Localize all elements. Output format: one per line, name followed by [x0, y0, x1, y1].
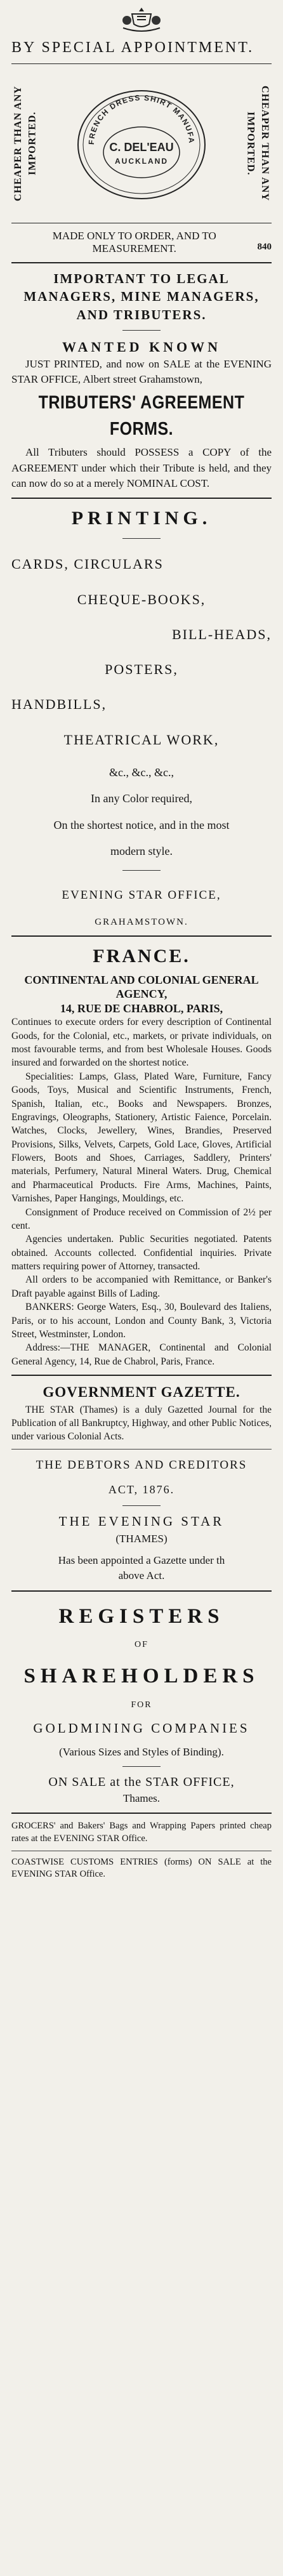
- short-divider: [122, 1505, 161, 1506]
- printing-item: THEATRICAL WORK,: [63, 731, 220, 748]
- debtors-advertisement: [11, 1457, 272, 1584]
- side-text-right: CHEAPER THAN ANY IMPORTED.: [245, 86, 270, 202]
- france-paragraph: Specialities: Lamps, Glass, Plated Ware, Furniture, Fancy Goods, Toys, Musical and Scientific Instruments, French, Spanish, Italian, etc., Books and Newspapers. Bronzes, Engravings, Oleographs, Stationery, Artistic Faience, Porcelain. Watches, Clocks, Jewellery, Wines, Brandies, Preserved Provisions, Silks, Velvets, Carpets, Gold Lace, Gloves, Artificial Flowers, Boots and Shoes, Carriages, Saddlery, Printers' materials, Perfumery, Natural Mineral Waters. Drug, Chemical and Pharmaceutical Products. Fire Arms, Machines, Paints, Varnishes, Paper Hangings, Mouldings, etc.: [11, 1071, 272, 1205]
- agency-name: CONTINENTAL AND COLONIAL GENERAL AGENCY,: [24, 973, 259, 1001]
- debtors-title: THE DEBTORS AND CREDITORS: [36, 1458, 247, 1472]
- for-label: FOR: [131, 1700, 152, 1710]
- legal-managers-heading: IMPORTANT TO LEGAL MANAGERS, MINE MANAGERS, AND TRIBUTERS.: [23, 270, 260, 322]
- divider: [11, 1590, 272, 1592]
- gazette-body: THE STAR (Thames) is a duly Gazetted Journal for the Publication of all Bankruptcy, Highway, and other Public Notices, under various Colonial Acts.: [11, 1404, 272, 1443]
- ad-number: 840: [257, 242, 272, 253]
- side-text-left: CHEAPER THAN ANY IMPORTED.: [13, 86, 38, 202]
- tributers-body: All Tributers should POSSESS a COPY of the AGREEMENT under which their Tribute is held, and they can now do so at a merely NOMINAL COST.: [11, 446, 272, 489]
- divider: [11, 1449, 272, 1450]
- short-divider: [122, 330, 161, 331]
- printing-advertisement: [11, 505, 272, 929]
- agency-address: 14, RUE DE CHABROL, PARIS,: [60, 1001, 223, 1015]
- france-title: FRANCE.: [93, 946, 190, 967]
- grocers-advertisement: [11, 1820, 272, 1845]
- thames-label: (THAMES): [115, 1533, 168, 1545]
- printing-item: BILL-HEADS,: [171, 626, 272, 642]
- divider: [11, 262, 272, 263]
- printing-item: CHEQUE-BOOKS,: [77, 591, 206, 607]
- modern-style-text: modern style.: [110, 845, 173, 858]
- divider: [11, 935, 272, 937]
- above-act-text: above Act.: [118, 1569, 165, 1582]
- divider: [11, 1813, 272, 1814]
- thames-town: Thames.: [122, 1792, 161, 1805]
- royal-crest-icon: [11, 5, 272, 33]
- short-divider: [122, 870, 161, 871]
- france-paragraph: Continues to execute orders for every description of Continental Goods, for the Colonial, etc., markets, or private individuals, on most favourable terms, and from best Wholesale Houses. Goods insured and forwarded on the shortest notice.: [11, 1017, 272, 1069]
- shareholders-title: SHAREHOLDERS: [23, 1665, 260, 1688]
- appointment-heading: BY SPECIAL APPOINTMENT.: [11, 39, 254, 56]
- any-color-text: In any Color required,: [91, 792, 192, 805]
- stamp-arc-text: FRENCH DRESS SHIRT MANUFA: [86, 93, 197, 145]
- printing-item: CARDS, CIRCULARS: [11, 556, 164, 572]
- evening-star-office: EVENING STAR OFFICE,: [62, 888, 221, 902]
- goldmining-companies: GOLDMINING COMPANIES: [33, 1721, 250, 1736]
- registers-advertisement: [11, 1602, 272, 1807]
- made-to-order-footer: 840 MADE ONLY TO ORDER, AND TO MEASUREMENT.: [52, 230, 272, 255]
- on-sale-text: ON SALE at the STAR OFFICE,: [48, 1774, 235, 1789]
- registers-title: REGISTERS: [58, 1604, 225, 1628]
- divider: [11, 498, 272, 499]
- printing-item: HANDBILLS,: [11, 696, 107, 713]
- france-paragraph: Consignment of Produce received on Commission of 2½ per cent.: [11, 1206, 272, 1231]
- france-advertisement: [11, 943, 272, 1368]
- printing-item: &c., &c., &c.,: [109, 765, 174, 779]
- agreement-forms-title: TRIBUTERS' AGREEMENT FORMS.: [38, 392, 245, 439]
- customs-advertisement: [11, 1856, 272, 1881]
- printing-item: POSTERS,: [105, 661, 178, 678]
- france-paragraph: All orders to be accompanied with Remittance, or Banker's Draft payable against Bills of Lading.: [11, 1274, 272, 1299]
- stamp-name: C. DEL'EAU: [109, 140, 174, 154]
- shirt-advertisement: [11, 5, 272, 256]
- debtors-year: ACT, 1876.: [108, 1483, 175, 1496]
- wanted-known-heading: WANTED KNOWN: [62, 338, 221, 355]
- printing-title: PRINTING.: [71, 507, 212, 529]
- of-label: OF: [135, 1640, 148, 1650]
- france-paragraph: BANKERS: George Waters, Esq., 30, Boulevard des Italiens, Paris, or to his account, London and County Bank, 3, Victoria Street, Westminster, London.: [11, 1302, 272, 1340]
- short-divider: [122, 1766, 161, 1767]
- gazette-appointed-text: Has been appointed a Gazette under th: [58, 1554, 225, 1567]
- shortest-notice-text: On the shortest notice, and in the most: [53, 818, 230, 831]
- binding-note: (Various Sizes and Styles of Binding).: [59, 1745, 224, 1758]
- divider: [11, 1375, 272, 1376]
- shirt-stamp: [69, 81, 214, 206]
- france-paragraph: Agencies undertaken. Public Securities negotiated. Patents obtained. Accounts collected. Confidential inquiries. Private matters requiring power of Attorney, transacted.: [11, 1234, 272, 1272]
- grocers-body: GROCERS' and Bakers' Bags and Wrapping Papers printed cheap rates at the EVENING STAR Office.: [11, 1821, 272, 1844]
- france-paragraph: Address:—THE MANAGER, Continental and Colonial General Agency, 14, Rue de Chabrol, Paris, France.: [11, 1342, 272, 1367]
- gazette-advertisement: [11, 1382, 272, 1444]
- grahamstown-label: GRAHAMSTOWN.: [95, 916, 188, 927]
- newspaper-column: [11, 0, 272, 1881]
- evening-star-name: THE EVENING STAR: [58, 1514, 225, 1529]
- short-divider: [122, 538, 161, 539]
- stamp-city: AUCKLAND: [115, 156, 168, 166]
- tributers-advertisement: [11, 270, 272, 491]
- customs-body: COASTWISE CUSTOMS ENTRIES (forms) ON SALE at the EVENING STAR Office.: [11, 1856, 272, 1880]
- just-printed-text: JUST PRINTED, and now on SALE at the EVENING STAR OFFICE, Albert street Grahamstown,: [11, 358, 272, 386]
- gazette-title: GOVERNMENT GAZETTE.: [43, 1384, 240, 1401]
- shirt-stamp-row: [11, 63, 272, 223]
